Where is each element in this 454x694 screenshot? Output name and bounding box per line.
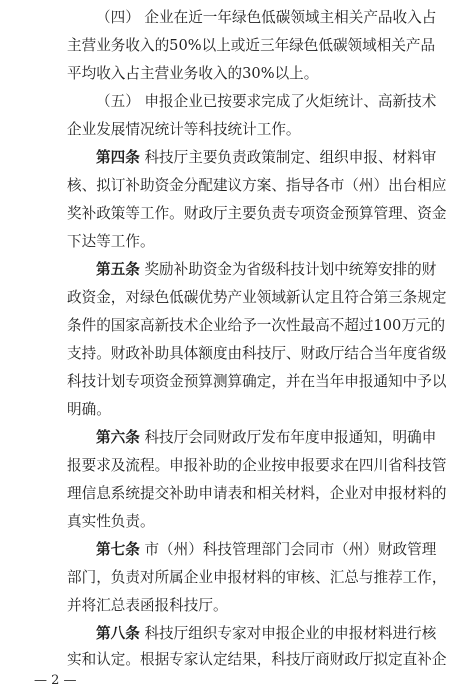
article-heading: 第四条 [96,149,140,166]
article-text: 奖励补助资金为省级科技计划中统筹安排的财 [144,261,437,278]
text-line: 科技计划专项资金预算测算确定，并在当年申报通知中予以 [67,373,447,390]
article-text: 市（州）科技管理部门会同市（州）财政管理 [144,541,437,558]
article-heading: 第六条 [96,429,140,446]
text-line: 明确。 [67,401,111,418]
article-4-line [96,148,437,168]
article-6-line [96,428,437,448]
text-line: 理信息系统提交补助申请表和相关材料，企业对申报材料的 [67,485,447,502]
text-line: 真实性负责。 [67,513,155,530]
text-line: 核、拟订补助资金分配建议方案、指导各市（州）出台相应 [67,177,447,194]
article-7-line [96,540,437,560]
article-8-line [96,624,437,644]
article-heading: 第五条 [96,261,140,278]
text-line: （四） 企业在近一年绿色低碳领域主相关产品收入占 [96,9,437,26]
text-line: 平均收入占主营业务收入的30%以上。 [67,65,319,82]
article-heading: 第七条 [96,541,140,558]
article-text: 科技厅主要负责政策制定、组织申报、材料审 [144,149,437,166]
text-line: 实和认定。根据专家认定结果，科技厅商财政厅拟定直补企 [67,651,447,668]
article-text: 科技厅组织专家对申报企业的申报材料进行核 [144,625,437,642]
text-line: 支持。财政补助具体额度由科技厅、财政厅结合当年度省级 [67,345,447,362]
text-line: 奖补政策等工作。财政厅主要负责专项资金预算管理、资金 [67,205,447,222]
text-line: 部门，负责对所属企业申报材料的审核、汇总与推荐工作， [67,569,447,586]
text-line: 政资金，对绿色低碳优势产业领域新认定且符合第三条规定 [67,289,447,306]
text-line: 报要求及流程。申报补助的企业按申报要求在四川省科技管 [67,457,447,474]
text-line: 下达等工作。 [67,233,155,250]
article-text: 科技厅会同财政厅发布年度申报通知，明确申 [144,429,437,446]
text-line: 主营业务收入的50%以上或近三年绿色低碳领域相关产品 [67,37,436,54]
page-number: — 2 — [34,673,77,688]
text-line: 条件的国家高新技术企业给予一次性最高不超过100万元的 [67,317,446,334]
article-heading: 第八条 [96,625,140,642]
text-line: 并将汇总表函报科技厅。 [67,597,228,614]
article-5-line [96,260,437,280]
text-line: 企业发展情况统计等科技统计工作。 [67,121,301,138]
text-line: （五） 申报企业已按要求完成了火炬统计、高新技术 [96,93,437,110]
